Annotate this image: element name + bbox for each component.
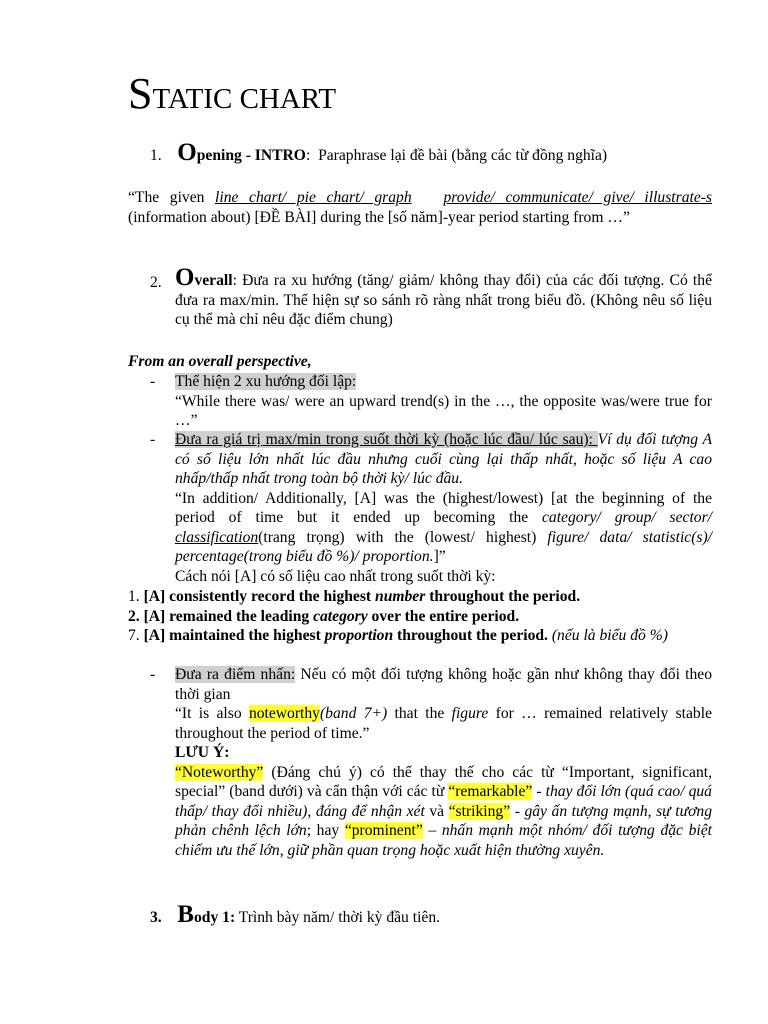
section-2-number: 2. xyxy=(150,274,162,291)
bullet-dash: - xyxy=(150,373,156,390)
page-title: STATIC CHART xyxy=(128,69,337,118)
bullet-opposite-trends: Thể hiện 2 xu hướng đối lập: “While there was/ were an upward trend(s) in the …, the opposite was/were true for …” xyxy=(175,373,712,429)
bullet-highlight-point: Đưa ra điểm nhấn: Nếu có một đối tượng không hoặc gần như không thay đổi theo thời gian “It is also noteworthy(band 7+) that the figure for … remained relatively stable throughout the period of time.” LƯU Ý: “Noteworthy” (Đáng chú ý) có thể thay thế cho các từ “Important, significant, special” (band dưới) và cẩn thận với các từ “remarkable” - thay đổi lớn (quá cao/ quá thấp/ thay đổi nhiều), đáng để nhận xét và “striking” - gây ấn tượng mạnh, sự tương phản chênh lệch lớn; hay “prominent” – nhấn mạnh một nhóm/ đối tượng đặc biệt chiếm ưu thế lớn, giữ phần quan trọng hoặc xuất hiện thường xuyên. xyxy=(175,666,713,859)
section-1-heading: 1. Opening - INTRO: Paraphrase lại đề bài (bằng các từ đồng nghĩa) xyxy=(150,139,608,166)
list-item: 2. [A] remained the leading category over the entire period. xyxy=(128,608,520,625)
bullet-dash: - xyxy=(150,431,156,448)
list-item: 1. [A] consistently record the highest number throughout the period. xyxy=(128,588,581,605)
list-item: 7. [A] maintained the highest proportion throughout the period. (nếu là biểu đồ %) xyxy=(128,627,668,644)
section-2-body: Overall: Đưa ra xu hướng (tăng/ giảm/ không thay đổi) của các đối tượng. Có thể đưa ra max/min. Thể hiện sự so sánh rõ ràng nhất trong biểu đồ. (Không nêu số liệu cụ thể mà chỉ nêu đặc điểm chung) xyxy=(175,264,712,328)
section-3-heading: 3. Body 1: Trình bày năm/ thời kỳ đầu tiên. xyxy=(150,901,441,928)
intro-template: “The given line chart/ pie chart/ graph provide/ communicate/ give/ illustrate-s (information about) [ĐỀ BÀI] during the [số năm]-year period starting from …” xyxy=(128,189,713,226)
bullet-max-min: Đưa ra giá trị max/min trong suốt thời kỳ (hoặc lúc đầu/ lúc sau): Ví dụ đối tượng A có số liệu lớn nhất lúc đầu nhưng cuối cùng lại thấp nhất, hoặc số liệu A cao nhấp/thấp nhất trong toàn bộ thời kỳ/ lúc đầu. “In addition/ Additionally, [A] was the (highest/lowest) [at the beginning of the period of time but it ended up becoming the category/ group/ sector/ classification(trang trọng) with the (lowest/ highest) figure/ data/ statistic(s)/ percentage(trong biểu đồ %)/ proportion.]” Cách nói [A] có số liệu cao nhất trong suốt thời kỳ: xyxy=(175,431,713,585)
perspective-heading: From an overall perspective, xyxy=(128,353,312,370)
bullet-dash: - xyxy=(150,666,156,683)
